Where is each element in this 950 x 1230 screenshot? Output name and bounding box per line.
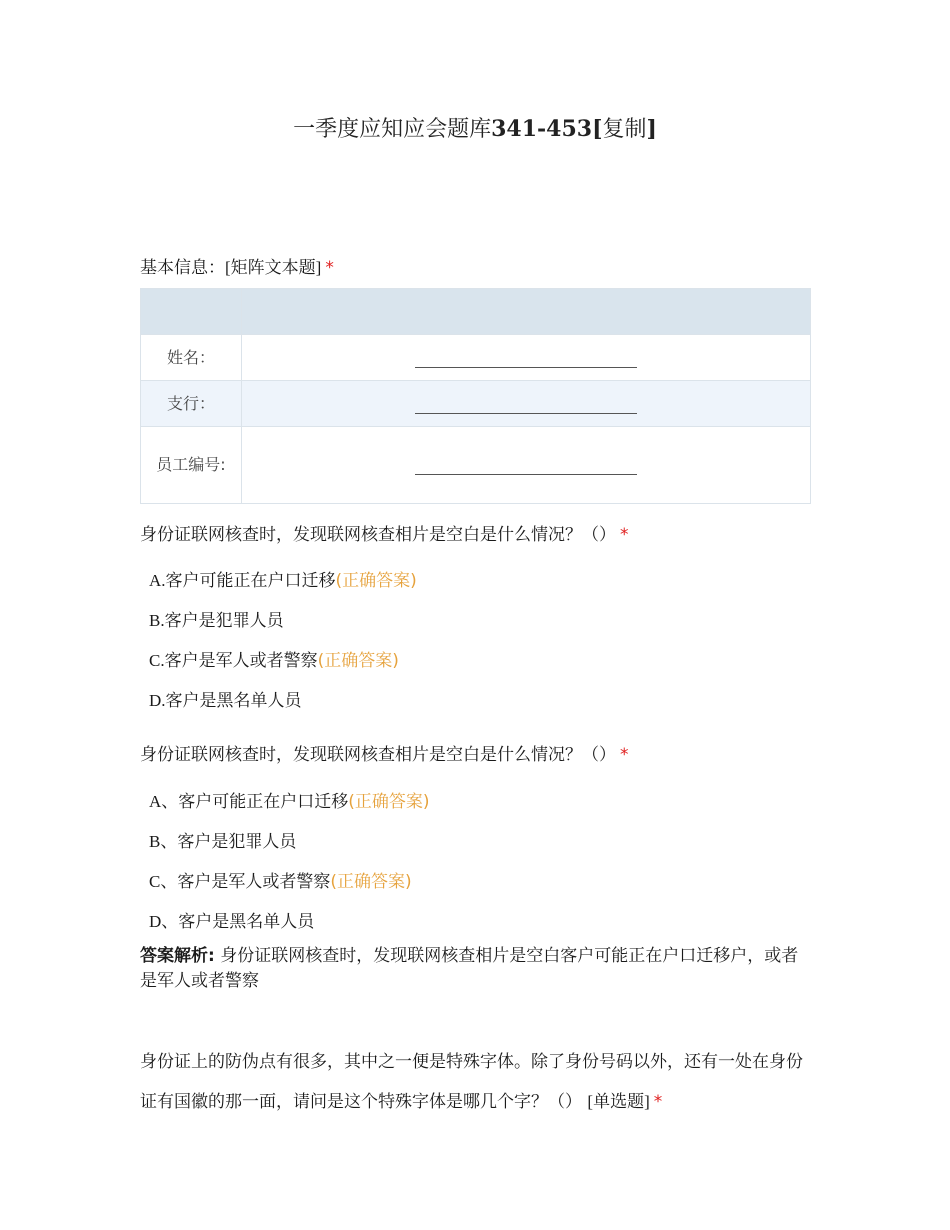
option-prefix: C、: [149, 872, 178, 891]
correct-answer-label: (正确答案): [335, 571, 417, 591]
matrix-row-name: [141, 335, 811, 381]
question-title: [140, 1043, 812, 1122]
question-type-tag: [矩阵文本题]: [225, 258, 322, 277]
option-prefix: A、: [149, 792, 179, 811]
matrix-table: [140, 288, 811, 504]
matrix-header-cell: [141, 289, 242, 335]
matrix-header-row: [141, 289, 811, 335]
question-title: [140, 740, 629, 765]
option-item: [149, 827, 296, 852]
question-type-tag: [单选题]: [587, 1092, 650, 1111]
required-mark: *: [653, 1092, 663, 1112]
question-title-text: 身份证联网核查时，发现联网核查相片是空白是什么情况？（）: [140, 525, 616, 545]
correct-answer-label: (正确答案): [317, 651, 399, 671]
page-title: [0, 112, 950, 143]
branch-field[interactable]: [415, 395, 637, 414]
question-title: [140, 520, 629, 545]
option-text: 客户是军人或者警察: [177, 872, 331, 892]
required-mark: *: [620, 745, 629, 765]
matrix-row-branch: [141, 381, 811, 427]
option-prefix: A.: [149, 571, 166, 590]
option-item: [149, 646, 399, 671]
title-main: 一季度应知应会题库: [293, 117, 492, 142]
required-mark: *: [620, 525, 629, 545]
title-copy: 复制: [602, 117, 647, 142]
analysis-text: 身份证联网核查时，发现联网核查相片是空白客户可能正在户口迁移户，或者是军人或者警察: [140, 946, 799, 991]
correct-answer-label: (正确答案): [330, 872, 412, 892]
option-text: 客户是黑名单人员: [165, 691, 302, 711]
analysis-label: 答案解析:: [140, 946, 215, 966]
option-text: 客户是军人或者警察: [164, 651, 318, 671]
option-item: [149, 787, 430, 812]
answer-analysis: [140, 944, 810, 994]
employee-id-field[interactable]: [415, 456, 637, 475]
option-prefix: B.: [149, 611, 165, 630]
option-prefix: D、: [149, 912, 179, 931]
required-mark: *: [325, 258, 334, 278]
option-prefix: C.: [149, 651, 165, 670]
option-item: [149, 907, 314, 932]
name-field[interactable]: [415, 349, 637, 368]
matrix-question-title: [140, 253, 334, 278]
matrix-row-label: 支行：: [141, 381, 242, 427]
correct-answer-label: (正确答案): [348, 792, 430, 812]
option-prefix: D.: [149, 691, 166, 710]
matrix-row-employee-id: [141, 427, 811, 504]
option-text: 客户可能正在户口迁移: [165, 571, 336, 591]
option-item: [149, 686, 302, 711]
title-bold: 341-453[: [491, 116, 603, 142]
question-title-text: 身份证联网核查时，发现联网核查相片是空白是什么情况？（）: [140, 745, 616, 765]
option-prefix: B、: [149, 832, 178, 851]
matrix-header-cell: [242, 289, 811, 335]
option-item: [149, 606, 284, 631]
matrix-row-label: 姓名：: [141, 335, 242, 381]
matrix-title-text: 基本信息：: [140, 258, 225, 278]
title-end: ]: [646, 116, 657, 142]
option-text: 客户是犯罪人员: [164, 611, 284, 631]
option-text: 客户是犯罪人员: [177, 832, 297, 852]
option-item: [149, 566, 417, 591]
option-text: 客户是黑名单人员: [178, 912, 315, 932]
question-title-text: 身份证上的防伪点有很多，其中之一便是特殊字体。除了身份号码以外，还有一处在身份证有国徽的那一面，请问是这个特殊字体是哪几个字？（）: [140, 1052, 803, 1112]
option-item: [149, 867, 412, 892]
option-text: 客户可能正在户口迁移: [178, 792, 349, 812]
matrix-row-label: 员工编号:: [141, 427, 242, 504]
